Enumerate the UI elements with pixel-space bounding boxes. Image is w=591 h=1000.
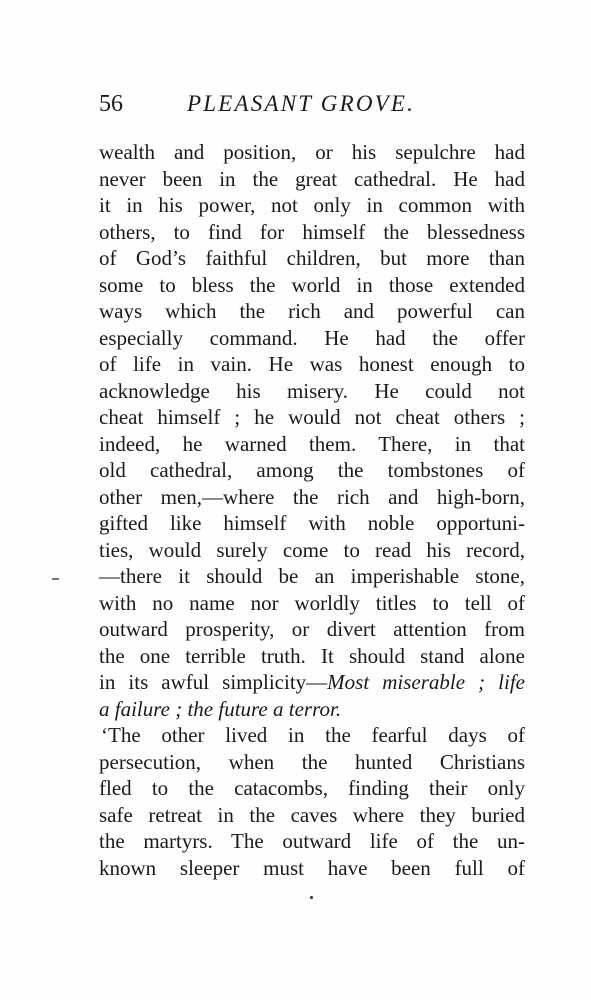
running-title: PLEASANT GROVE. bbox=[187, 91, 416, 116]
text-line: other men,—where the rich and high-born, bbox=[99, 484, 525, 509]
page-number: 56 bbox=[99, 91, 123, 117]
italic-segment: Most miserable ; life bbox=[327, 670, 525, 694]
body-text bbox=[99, 139, 525, 881]
text-line: some to bless the world in those extended bbox=[99, 272, 525, 297]
text-line: the martyrs. The outward life of the un- bbox=[99, 829, 525, 853]
text-line: especially command. He had the offer bbox=[99, 325, 525, 350]
paragraph-start-line: ‘The other lived in the fearful days of bbox=[101, 723, 525, 747]
margin-mark bbox=[52, 578, 59, 580]
text-line: outward prosperity, or divert attention from bbox=[99, 617, 525, 641]
running-header bbox=[99, 88, 529, 120]
text-line: ties, would surely come to read his record, bbox=[99, 537, 525, 562]
text-line: with no name nor worldly titles to tell of bbox=[99, 590, 525, 615]
text-line: the one terrible truth. It should stand alone bbox=[99, 643, 525, 668]
text-line: ways which the rich and powerful can bbox=[99, 299, 525, 323]
text-line: a failure ; the future a terror. bbox=[99, 696, 342, 721]
text-line: of life in vain. He was honest enough to bbox=[99, 352, 525, 376]
text-line: others, to find for himself the blessedness bbox=[99, 219, 525, 244]
text-line: indeed, he warned them. There, in that bbox=[99, 431, 525, 456]
text-line: old cathedral, among the tombstones of bbox=[99, 458, 525, 482]
text-segment: in its awful simplicity— bbox=[99, 670, 328, 694]
text-line: cheat himself ; he would not cheat others ; bbox=[99, 405, 525, 429]
text-line: fled to the catacombs, finding their only bbox=[99, 776, 525, 800]
ink-dot bbox=[310, 896, 313, 899]
text-line: never been in the great cathedral. He had bbox=[99, 166, 525, 191]
text-line: persecution, when the hunted Christians bbox=[99, 749, 525, 774]
text-line: gifted like himself with noble opportuni- bbox=[99, 511, 525, 535]
text-line: of God’s faithful children, but more than bbox=[99, 246, 525, 270]
text-line: it in his power, not only in common with bbox=[99, 193, 525, 217]
text-line: —there it should be an imperishable stone, bbox=[99, 564, 525, 588]
text-line: wealth and position, or his sepulchre had bbox=[99, 140, 525, 164]
text-line: known sleeper must have been full of bbox=[99, 855, 525, 880]
text-line: acknowledge his misery. He could not bbox=[99, 378, 525, 403]
text-line: safe retreat in the caves where they buried bbox=[99, 802, 525, 827]
text-line bbox=[99, 669, 525, 696]
